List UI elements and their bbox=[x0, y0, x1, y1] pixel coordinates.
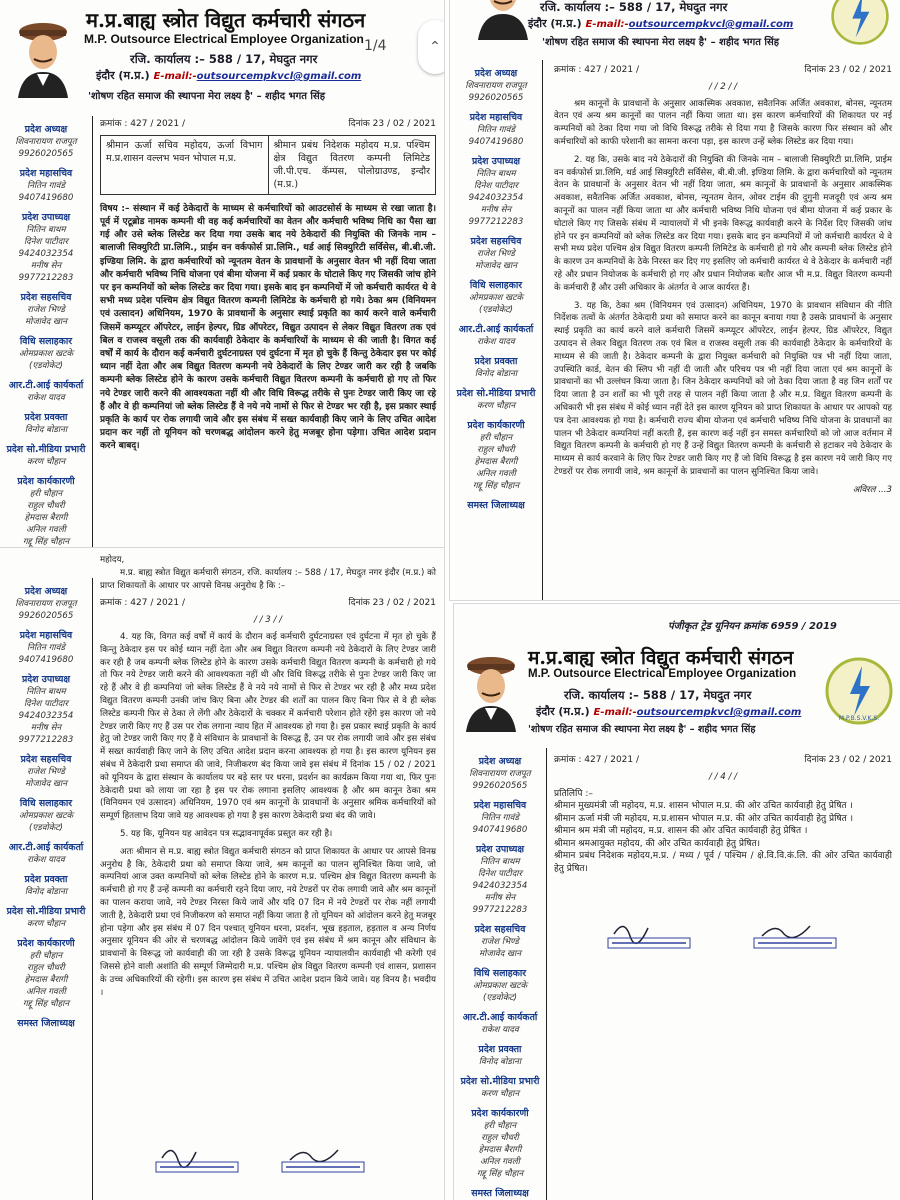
sidebar-member: हेमदास बैरागी bbox=[474, 457, 518, 467]
sidebar-member: मोजावेद खान bbox=[474, 261, 518, 271]
sidebar-role-title: प्रदेश सहसचिव bbox=[470, 236, 522, 247]
sidebar-role-title: प्रदेश उपाध्यक्ष bbox=[21, 674, 71, 685]
sidebar-role-title: विधि सलाहकार bbox=[19, 798, 73, 809]
sidebar-member: नितिन बाथम bbox=[480, 857, 520, 867]
sidebar-member: 9407419680 bbox=[468, 137, 524, 147]
paragraph-5: 5. यह कि, यूनियन यह आवेदन पत्र सद्भावनापूर्वक प्रस्तुत कर रही है। bbox=[120, 828, 333, 839]
sidebar-member: अनिल गवली bbox=[26, 525, 66, 535]
sidebar-role-title: प्रदेश अध्यक्ष bbox=[474, 68, 518, 79]
sidebar-member: 9424032354 bbox=[468, 193, 524, 203]
sidebar-member: हरी चौहान bbox=[479, 433, 513, 443]
sidebar-member: हेमदास बैरागी bbox=[24, 513, 68, 523]
letter-page-3 bbox=[0, 548, 444, 1200]
sidebar-member: ओमप्रकाश खटके bbox=[468, 293, 524, 303]
sidebar-role-title: प्रदेश प्रवक्ता bbox=[24, 412, 68, 423]
sidebar-member: हेमदास बैरागी bbox=[478, 1145, 522, 1155]
sidebar-member: नितिन गावंडे bbox=[480, 813, 520, 823]
ref-line bbox=[554, 754, 892, 767]
sidebar-role-title: प्रदेश महासचिव bbox=[19, 168, 73, 179]
page-marker: / / 4 / / bbox=[709, 771, 737, 782]
sidebar-member: हेमदास बैरागी bbox=[24, 975, 68, 985]
sidebar-role-title: प्रदेश कार्यकारणी bbox=[17, 476, 75, 487]
sidebar-member: गद्दू सिंह चौहान bbox=[22, 999, 70, 1009]
org-name-english: M.P. Outsource Electrical Employee Organization bbox=[84, 32, 364, 46]
sidebar-member: नितिन गावंडे bbox=[26, 643, 66, 653]
ref-line bbox=[100, 118, 436, 131]
sidebar-member: ओमप्रकाश खटके bbox=[18, 811, 74, 821]
sidebar-role-title: आर.टी.आई कार्यकर्ता bbox=[8, 842, 84, 853]
sidebar-role-title: प्रदेश उपाध्यक्ष bbox=[475, 844, 525, 855]
sidebar-role-title: प्रदेश महासचिव bbox=[19, 630, 73, 641]
cc-item: श्रीमान मुख्यमंत्री जी महोदय, म.प्र. शासन भोपाल म.प्र. की ओर उचित कार्यवाही हेतु प्रेषित । bbox=[554, 801, 853, 812]
sidebar-member: शिवनारायण राजपूत bbox=[15, 599, 77, 609]
sidebar-member: 9407419680 bbox=[472, 825, 528, 835]
sidebar-member: (एडवोकेट) bbox=[479, 305, 513, 315]
sidebar-role-title: प्रदेश सहसचिव bbox=[20, 292, 72, 303]
sidebar-member: राहुल चौधरी bbox=[481, 1133, 519, 1143]
sidebar-member: ओमप्रकाश खटके bbox=[472, 981, 528, 991]
sidebar-member: अनिल गवली bbox=[26, 987, 66, 997]
signature-stamp-2 bbox=[750, 914, 840, 952]
office-bearers-sidebar bbox=[0, 578, 93, 1200]
cc-title: प्रतिलिपि :– bbox=[554, 788, 593, 799]
email-link[interactable]: outsourcempkvcl@gmail.com bbox=[196, 71, 362, 82]
sidebar-role-title: विधि सलाहकार bbox=[469, 280, 523, 291]
sidebar-member: करण चौहान bbox=[26, 457, 66, 467]
sidebar-role-title: प्रदेश अध्यक्ष bbox=[24, 124, 68, 135]
sidebar-member: राहुल चौधरी bbox=[477, 445, 515, 455]
signature-stamp-1 bbox=[604, 914, 694, 952]
bhagat-singh-portrait-icon bbox=[460, 652, 522, 732]
sidebar-role-title: प्रदेश प्रवक्ता bbox=[24, 874, 68, 885]
sidebar-member: नितिन बाथम bbox=[26, 687, 66, 697]
sidebar-member: हरी चौहान bbox=[29, 489, 63, 499]
sidebar-member: राकेश यादव bbox=[477, 337, 515, 347]
sidebar-role-title: प्रदेश कार्यकारणी bbox=[467, 420, 525, 431]
addressee-left: श्रीमान ऊर्जा सचिव महोदय, ऊर्जा विभाग म.प्र.शासन वल्लभ भवन भोपाल म.प्र. bbox=[101, 136, 269, 194]
letterhead-partial bbox=[450, 0, 900, 58]
signature-stamp-1 bbox=[152, 1138, 242, 1176]
office-bearers-sidebar bbox=[0, 116, 93, 592]
slogan: 'शोषण रहित समाज की स्थापना मेरा लक्ष्य है' – शहीद भगत सिंह bbox=[528, 724, 756, 735]
signature-stamp-2 bbox=[278, 1138, 368, 1176]
sidebar-role-title: प्रदेश प्रवक्ता bbox=[478, 1044, 522, 1055]
sidebar-member: मनीष सेन bbox=[480, 205, 512, 215]
ref-number: क्रमांक : 427 / 2021 / bbox=[554, 65, 640, 75]
sidebar-role-title: प्रदेश सो.मीडिया प्रभारी bbox=[6, 444, 86, 455]
sidebar-member: अनिल गवली bbox=[476, 469, 516, 479]
sidebar-member: (एडवोकेट) bbox=[29, 823, 63, 833]
email-line bbox=[96, 68, 361, 83]
sidebar-role-title: प्रदेश महासचिव bbox=[469, 112, 523, 123]
sidebar-member: राकेश यादव bbox=[27, 855, 65, 865]
sidebar-role-title: आर.टी.आई कार्यकर्ता bbox=[462, 1012, 538, 1023]
sidebar-member: अनिल गवली bbox=[480, 1157, 520, 1167]
letter-date: दिनांक 23 / 02 / 2021 bbox=[804, 65, 892, 75]
letter-date: दिनांक 23 / 02 / 2021 bbox=[348, 119, 436, 129]
office-bearers-sidebar bbox=[454, 748, 547, 1200]
letter-subject: विषय :– संस्थान में कई ठेकेदारों के माध्यम से कर्मचारियों को आउटसोर्स के माध्यम से रखा जाता है। पूर्व में एटूब्रोड नामक कम्पनी थी वह कई कर्मचारियों का वेतन और कर्मचारी भविष्य निधि का पैसा खा गई और उसे ब्लेक लिस्टेड कर दिया गया उसके बाद नये ठेकेदारों की नियुक्ति की जिनके नाम – बालाजी सिक्युरिटी प्रा.लिमि., प्राईम वन वर्कफोर्स प्रा.लिमि., थर्ड आई सिक्युरिटी सर्विसेस, बी.बी.जी. इण्डिया लिमि. के द्वारा कर्मचारियों को न्यूनतम वेतन के प्रावधानों के अनुसार वेतन भी नहीं दिया जाता और कर्मचारी भविष्य निधि योजना एवं बीमा योजना में कई प्रकार के घोटाले किए गए जिसकी जांच होने पर इन कम्पनियों को ब्लेक लिस्टेड कर दिया गया। इसके बाद इन कम्पनियों में जो कर्मचारी कार्यरत थे वे सभी मध्य प्रदेश पश्चिम क्षेत्र विद्युत वितरण कम्पनी लिमिटेड के कर्मचारी हो गये। ठेका श्रम (विनियमन एवं उत्सादन) अधिनियम, 1970 के प्रावधानों के अनुसार स्थाई प्रकृति का कार्य करने वाले कर्मचारी जिसमें कम्प्यूटर ऑपरेटर, लाईन हेल्पर, ग्रिड ऑपरेटर, विद्युत उत्पादन से लेकर विद्युत वितरण तक एवं बिल व राजस्व वसूली तक की कार्यवाही ठेकेदार के कर्मचारियों के माध्यम से की जाती है। विगत कई वर्षों में कार्य के दौरान कई कर्मचारी दुर्घटनाग्रस्त एवं दुर्घटना में मृत हो चुके हैं किन्तु ठेकेदार इस पर कोई ध्यान नहीं देता और अब विद्युत वितरण कम्पनी नये ठेकेदारों के लिए टेण्डर जारी कर रही है जबकि कम्पनी ब्लेक लिस्टेड होने के कारण उसके कर्मचारी विद्युत वितरण कम्पनी के कर्मचारी हो गए तो फिर नये टेण्डर जारी करने की आवश्यकता नहीं थी और विधि विरूद्ध तरीके से पुनः टेण्डर जारी किए जा रहे हैं और वे ही कम्पनियां जो ब्लेक लिस्टेड हैं वे नये नये नामों से फिर से टेण्डर भर रही है, इस प्रकार स्थाई प्रकृति के कार्य पर रोक लगायी जावे और इस संबंध में सख्त कार्यवाही किए जाने के लिए उचित आदेश प्रदान कर नहीं तो यूनियन को चरणबद्ध आंदोलन करने हेतु मजबूर होना पड़ेगा। उचित आदेश प्रदान करने बाबद्। bbox=[100, 203, 436, 452]
sidebar-member: मनीष सेन bbox=[30, 723, 62, 733]
sidebar-member: मनीष सेन bbox=[30, 261, 62, 271]
sidebar-role-title: प्रदेश उपाध्यक्ष bbox=[471, 156, 521, 167]
sidebar-member: 9977212283 bbox=[18, 735, 74, 745]
page-marker: / / 3 / / bbox=[254, 615, 282, 626]
sidebar-member: विनोद बोडाना bbox=[478, 1057, 522, 1067]
cc-item: श्रीमान श्रमआयुक्त महोदय, की ओर उचित कार्यवाही हेतु प्रेषित। bbox=[554, 838, 761, 849]
slogan: 'शोषण रहित समाज की स्थापना मेरा लक्ष्य है' – शहीद भगत सिंह bbox=[542, 37, 780, 48]
sidebar-member: (एडवोकेट) bbox=[483, 993, 517, 1003]
org-city: इंदौर (म.प्र.) bbox=[536, 705, 590, 718]
intro-paragraph: म.प्र. बाह्य स्त्रोत विद्युत कर्मचारी संगठन, रजि. कार्यालय :– 588 / 17, मेघदुत नगर इंदौर (म.प्र.) को प्राप्त शिकायतों के आधार पर आपसे विनम्र अनुरोध है कि :– bbox=[100, 567, 436, 591]
sidebar-member: शिवनारायण राजपूत bbox=[15, 137, 77, 147]
ref-number: क्रमांक : 427 / 2021 / bbox=[554, 755, 640, 765]
email-link[interactable]: outsourcempkvcl@gmail.com bbox=[628, 19, 794, 30]
sidebar-member: 9926020565 bbox=[18, 149, 74, 159]
sidebar-member: शिवनारायण राजपूत bbox=[469, 769, 531, 779]
org-name-hindi: म.प्र.बाह्य स्त्रोत विद्युत कर्मचारी संगठन bbox=[86, 8, 366, 32]
sidebar-member: राजेश भिण्डे bbox=[477, 249, 515, 259]
paragraph-4: 4. यह कि, विगत कई वर्षों में कार्य के दौरान कई कर्मचारी दुर्घटनाग्रस्त एवं दुर्घटना में मृत हो चुके हैं किन्तु ठेकेदार इस पर कोई ध्यान नहीं देता और अब विद्युत वितरण कम्पनी नये ठेकेदारों के लिए टेण्डर जारी कर रही है जब कम्पनी ब्लेक लिस्टेड होने के कारण उसके कर्मचारी विद्युत वितरण कम्पनी के कर्मचारी हो गये तो फिर नये टेण्डर जारी करने की आवश्यकता नहीं थी और विधि विरूद्ध तरीके से पुनः टेण्डर जारी किए जा रहे हैं और वे ही कम्पनियां जो ब्लेक लिस्टेड हैं वे नये नये नामों से फिर से टेण्डर भर रही है और मध्य प्रदेश विद्युत वितरण कम्पनी उनकी जांच किए बिना और टेण्डर की शर्तों का पालन किए बिना फिर से वे ही ब्लेक लिस्टेड कम्पनी फिर से ठेका ले लेंगी और ठेकेदारों के चक्कर में कर्मचारी परेशान होते रहेंगे इस कारण जो नये टेण्डर जारी किए गए हैं उस पर रोक लगाना न्याय हित में आवश्यक हो गया है। इस प्रकार स्थाई प्रकृति के कार्य हेतु जो टेण्डर जारी किए गए हैं वे संविधान के प्रावधानों के विरूद्ध हैं, उन पर रोक लगायी जावे और इस संबंध में सख्त कार्यवाही किए जाने के लिए उचित आदेश प्रदान करना आवश्यक हो गया है। इस कारण यूनियन इस संबंध में ठेकेदारी प्रथा समाप्त की जावे, निजीकरण बंद किया जावे इस संबंध में दिनांक 15 / 02 / 2021 को यूनियन के द्वारा संस्थान के कार्यालय पर बड़े स्तर पर धरना, प्रदर्शन का कार्यक्रम किया गया था, फिर पुनः ठेकेदारी प्रथा को लाया जा रहा है इस पर रोक लगाना इसलिए आवश्यक है और श्रम कानून ठेका श्रम (विनियमन एवं उत्सादन) अधिनियम, 1970 एवं श्रम कानूनों के प्रावधानों के अनुसार श्रमिक कर्मचारियों को सम्पूर्ण हितलाभ दिया जावे यह आवश्यक हो गया है इस कारण ठेकेदारी प्रथा बंद की जावे। bbox=[100, 631, 436, 822]
sidebar-member: गद्दू सिंह चौहान bbox=[476, 1169, 524, 1179]
bhagat-singh-portrait-icon bbox=[12, 18, 74, 98]
sidebar-member: विनोद बोडाना bbox=[24, 887, 68, 897]
sidebar-role-title: प्रदेश सहसचिव bbox=[474, 924, 526, 935]
office-bearers-sidebar bbox=[450, 60, 543, 600]
org-address: रजि. कार्यालय :– 588 / 17, मेघदुत नगर bbox=[564, 688, 752, 702]
sidebar-member: राहुल चौधरी bbox=[27, 501, 65, 511]
org-address: रजि. कार्यालय :– 588 / 17, मेघदुत नगर bbox=[130, 52, 318, 66]
sidebar-member: दिनेश पाटीदार bbox=[473, 181, 519, 191]
sidebar-role-title: प्रदेश कार्यकारणी bbox=[17, 938, 75, 949]
sidebar-member: राकेश यादव bbox=[27, 393, 65, 403]
sidebar-member: (एडवोकेट) bbox=[29, 361, 63, 371]
addressee-right: श्रीमान प्रबंध निदेशक महोदय म.प्र. पश्चिम क्षेत्र विद्युत वितरण कम्पनी लिमिटेड जी.पी.एच. कॅम्पस, पोलोग्राउण्ड, इन्दौर (म.प्र.) bbox=[273, 139, 430, 190]
sidebar-member: शिवनारायण राजपूत bbox=[465, 81, 527, 91]
email-line bbox=[536, 704, 801, 719]
page-indicator: 1/4 bbox=[364, 38, 387, 54]
sidebar-member: मोजावेद खान bbox=[24, 779, 68, 789]
cc-item: श्रीमान प्रबंध निदेशक महोदय,म.प्र. / मध्य / पूर्व / पश्चिम / क्षे.वि.वि.कं.लि. की ओर उचित कार्यवाही हेतु प्रेषित। bbox=[554, 851, 892, 874]
sidebar-member: नितिन बाथम bbox=[26, 225, 66, 235]
sidebar-member: 9424032354 bbox=[18, 249, 74, 259]
sidebar-member: नितिन गावंडे bbox=[476, 125, 516, 135]
email-line bbox=[528, 16, 793, 31]
sidebar-member: मोजावेद खान bbox=[478, 949, 522, 959]
letterhead bbox=[454, 626, 900, 744]
sidebar-role-title: समस्त जिलाध्यक्ष bbox=[467, 500, 525, 511]
email-label: E-mail:- bbox=[593, 707, 637, 718]
sidebar-member: मनीष सेन bbox=[484, 893, 516, 903]
sidebar-member: 9926020565 bbox=[472, 781, 528, 791]
org-name-hindi: म.प्र.बाह्य स्त्रोत विद्युत कर्मचारी संगठन bbox=[528, 647, 794, 669]
sidebar-member: गद्दू सिंह चौहान bbox=[472, 481, 520, 491]
scroll-control[interactable] bbox=[418, 20, 444, 74]
sidebar-member: दिनेश पाटीदार bbox=[23, 699, 69, 709]
sidebar-member: करण चौहान bbox=[476, 401, 516, 411]
union-logo-icon bbox=[824, 656, 894, 726]
sidebar-member: हरी चौहान bbox=[29, 951, 63, 961]
continued-note: अविरल ...3 bbox=[852, 484, 892, 495]
paragraph-6: अतः श्रीमान से म.प्र. बाह्य स्त्रोत विद्युत कर्मचारी संगठन को प्राप्त शिकायत के आधार पर आपसे विनम्र अनुरोध है कि, ठेकेदारी प्रथा को समाप्त किया जावे, श्रम कानूनों का पालन सुनिश्चित किया जावे, जो कम्पनियां आज उक्त कम्पनियों को ब्लेक लिस्टेड होने के कारण म.प्र. पश्चिम क्षेत्र विद्युत वितरण कम्पनी के कर्मचारी हो गए हैं उन्हें कम्पनी का कर्मचारी रहने दिया जाए, नये टेण्डरों पर रोक लगायी जावे और श्रम कानूनों का पालन कराया जावे, नये टेण्डर निरस्त किये जावें और यदि 07 दिन में नये टेण्डरों पर रोक नहीं लगायी जाती है, ठेकेदारी प्रथा एवं निजीकरण को समाप्त नहीं किया जाता है तो यूनियन को आंदोलन करने हेतु मजबूर होना पड़ेगा और इस संबंध में 07 दिन पश्चात् यूनियन धरना, प्रदर्शन, भूख हड़ताल, हड़ताल व अन्य निर्णय अनुसार यूनियन की ओर से चरणबद्ध आंदोलन किये जावेंगे एवं इस संबंध में श्रम कानून और संविधान के प्रावधानों के विरूद्ध जो कार्यवाही की जा रही है उसके विरूद्ध यूनियन न्यायालयीन कार्यवाही भी करेगी एवं जिससे होने वाली अशांति की सम्पूर्ण जिम्मेदारी म.प्र. पश्चिम क्षेत्र विद्युत वितरण कम्पनी एवं शासन, प्रशासन के उच्च अधिकारियों की रहेगी। इस कारण इस संबंध में उचित आदेश प्रदान किये जावे। यह विनय है। भवदीय । bbox=[100, 846, 436, 998]
sidebar-role-title: विधि सलाहकार bbox=[19, 336, 73, 347]
sidebar-role-title: समस्त जिलाध्यक्ष bbox=[471, 1188, 529, 1199]
paragraph-3: 3. यह कि, ठेका श्रम (विनियमन एवं उत्सादन) अधिनियम, 1970 के प्रावधान संविधान की नीति निर्देशक तत्वों के अंतर्गत ठेकेदारी प्रथा को समाप्त करने का कानून बनाया गया है उसके प्रावधानों के अनुसार स्थाई प्रकृति का कार्य करने वाले कर्मचारी जिसमें कम्प्यूटर ऑपरेटर, लाईन हेल्पर, ग्रिड ऑपरेटर, विद्युत उत्पादन से लेकर विद्युत वितरण तक एवं बिल व राजस्व वसूली तक की कार्यवाही ठेकेदार के कर्मचारियों के माध्यम से की जाती है। ठेकेदार कम्पनी के द्वारा नियुक्त कर्मचारी को नियुक्ति पत्र भी नहीं दिया जाता, उपस्थिति कार्ड, वेतन की स्लिप भी नहीं दी जाती और परिचय पत्र भी नहीं दिया जाता एवं श्रम कानूनों के प्रावधानों का भी उल्लंघन किया जाता है। जिन ठेकेदार कम्पनियों को जो ठेका दिया जाता है वह जिन शर्तों पर दिया जाता है उन शर्तों का भी पूरी तरह से पालन नहीं किया जाता है और म.प्र. विद्युत वितरण कम्पनी के अधिकारी भी इस संबंध में कोई ध्यान नहीं देते इस कारण यूनियन को प्राप्त शिकायत के आधार पर आपको यह पत्र देना आवश्यक हो गया है। कर्मचारी राज्य बीमा योजना एवं कर्मचारी भविष्य निधि योजना के प्रावधानों का पालन भी ठेकेदार कम्पनियां नहीं करती हैं, इस कारण कई नहीं इन समस्त कर्मचारियों को जो आज वर्तमान में विद्युत वितरण कम्पनी के कर्मचारी हो गए हैं उन्हें विद्युत वितरण कम्पनी के कर्मचारी से हटाकर नये ठेकेदार के माध्यम से कार्य करवाने के लिए फिर टेण्डर जारी किए गए हैं जो विधि विरूद्ध है इस कारण नये जारी किए गए टेण्डरों पर रोक लगायी जावे, श्रम कानूनों के प्रावधानों का पालन सुनिश्चित किया जावे। bbox=[554, 300, 892, 477]
letter-body-page-1 bbox=[100, 118, 436, 454]
sidebar-member: नितिन बाथम bbox=[476, 169, 516, 179]
sidebar-role-title: प्रदेश महासचिव bbox=[473, 800, 527, 811]
letterhead bbox=[0, 0, 444, 118]
sidebar-member: मोजावेद खान bbox=[24, 317, 68, 327]
letter-page-4 bbox=[454, 604, 900, 1200]
sidebar-member: गद्दू सिंह चौहान bbox=[22, 537, 70, 547]
paragraph-1: श्रम कानूनों के प्रावधानों के अनुसार आकस्मिक अवकाश, सवैतनिक अर्जित अवकाश, बोनस, न्यूनतम वेतन एवं अन्य श्रम कानूनों का पालन नहीं किया जाता था। इस कारण कर्मचारियों की शिकायत पर नई कम्पनियों को ठेका दिया गया जो विधि विरूद्ध तरीके से दिया गया है जिसके कारण फिर संस्थान को और कर्मचारियों को काफी परेशानी का सामना करना पड़ा, इस कारण उन्हें ब्लेक लिस्टेड कर दिया गया। bbox=[554, 98, 892, 147]
slogan: 'शोषण रहित समाज की स्थापना मेरा लक्ष्य है' – शहीद भगत सिंह bbox=[88, 91, 326, 102]
ref-number: क्रमांक : 427 / 2021 / bbox=[100, 119, 186, 129]
org-address: रजि. कार्यालय :– 588 / 17, मेघदुत नगर bbox=[540, 0, 728, 14]
sidebar-member: विनोद बोडाना bbox=[474, 369, 518, 379]
letter-body-page-3 bbox=[100, 554, 436, 1004]
letter-body-page-4 bbox=[554, 754, 892, 875]
sidebar-role-title: प्रदेश अध्यक्ष bbox=[478, 756, 522, 767]
sidebar-member: 9977212283 bbox=[18, 273, 74, 283]
sidebar-role-title: प्रदेश सो.मीडिया प्रभारी bbox=[6, 906, 86, 917]
email-label: E-mail:- bbox=[585, 19, 629, 30]
cc-item: श्रीमान ऊर्जा मंत्री जी महोदय, म.प्र.शासन भोपाल म.प्र. की ओर उचित कार्यवाही हेतु प्रेषित । bbox=[554, 813, 854, 824]
cc-item: श्रीमान श्रम मंत्री जी महोदय, म.प्र. शासन की ओर उचित कार्यवाही हेतु प्रेषित । bbox=[554, 826, 808, 837]
email-label: E-mail:- bbox=[153, 71, 197, 82]
sidebar-member: करण चौहान bbox=[480, 1089, 520, 1099]
union-logo-icon bbox=[830, 0, 890, 46]
letter-page-2 bbox=[450, 0, 900, 600]
chevron-up-icon: ⌃ bbox=[429, 39, 441, 55]
sidebar-role-title: प्रदेश प्रवक्ता bbox=[474, 356, 518, 367]
sidebar-role-title: आर.टी.आई कार्यकर्ता bbox=[8, 380, 84, 391]
sidebar-member: राजेश भिण्डे bbox=[481, 937, 519, 947]
sidebar-member: 9424032354 bbox=[472, 881, 528, 891]
ref-line bbox=[554, 64, 892, 77]
sidebar-role-title: प्रदेश उपाध्यक्ष bbox=[21, 212, 71, 223]
sidebar-member: 9977212283 bbox=[468, 217, 524, 227]
letter-date: दिनांक 23 / 02 / 2021 bbox=[804, 755, 892, 765]
org-city: इंदौर (म.प्र.) bbox=[528, 17, 582, 30]
sidebar-member: 9424032354 bbox=[18, 711, 74, 721]
sidebar-role-title: प्रदेश अध्यक्ष bbox=[24, 586, 68, 597]
union-registration: पंजीकृत ट्रेड यूनियन क्रमांक 6959 / 2019 bbox=[668, 621, 837, 632]
sidebar-role-title: प्रदेश कार्यकारणी bbox=[471, 1108, 529, 1119]
greeting: महोदय, bbox=[100, 555, 125, 565]
sidebar-member: राजेश भिण्डे bbox=[27, 305, 65, 315]
email-link[interactable]: outsourcempkvcl@gmail.com bbox=[636, 707, 802, 718]
sidebar-role-title: प्रदेश सो.मीडिया प्रभारी bbox=[460, 1076, 540, 1087]
sidebar-member: राहुल चौधरी bbox=[27, 963, 65, 973]
letter-page-1 bbox=[0, 0, 444, 592]
sidebar-member: विनोद बोडाना bbox=[24, 425, 68, 435]
ref-line bbox=[100, 597, 436, 610]
sidebar-member: दिनेश पाटीदार bbox=[23, 237, 69, 247]
sidebar-role-title: आर.टी.आई कार्यकर्ता bbox=[458, 324, 534, 335]
sidebar-member: 9407419680 bbox=[18, 655, 74, 665]
paragraph-2: 2. यह कि, उसके बाद नये ठेकेदारों की नियुक्ति की जिनके नाम – बालाजी सिक्युरिटी प्रा.लिमि, प्राईम वन वर्कफोर्स प्रा.लिमि, थर्ड आई सिक्युरिटी सर्विसेस, बी.बी.जी. इण्डिया लिमि. के द्वारा कर्मचारियों को न्यूनतम वेतन के प्रावधानों के अनुसार वेतन भी नहीं दिया जाता, श्रम कानूनों के प्रावधानों के अनुसार आकस्मिक अवकाश, सवैतनिक अर्जित अवकाश, बोनस, न्यूनतम वेतन, ओवर टाईम की दुगुनी मजदूरी एवं अन्य श्रम कानूनों का पालन नहीं किया जाता था और कर्मचारी भविष्य निधि योजना एवं बीमा योजना में कई प्रकार के घोटाले किए गए जिसके संबंध में न्यायालयों में भी इनके विरूद्ध कार्यवाही करने के निर्देश दिए जिसकी जांच होने पर इन कम्पनियों को ब्लेक लिस्टेड कर दिया गया। इसके बाद इन कम्पनियों में जो कर्मचारी कार्यरत थे वे सभी मध्य प्रदेश पश्चिम क्षेत्र विद्युत वितरण कम्पनी लिमिटेड के कर्मचारी हो गये और कम्पनी ब्लेक लिस्टेड होने के कारण उन कम्पनियों के ठेके निरस्त कर दिए गए इसलिए जो कर्मचारी कार्यरत थे वे ठेकेदार के कर्मचारी नहीं रहे और प्रधान नियोजक के कर्मचारी हो गए और प्रधान नियोजक बतौर आज भी म.प्र. विद्युत वितरण कम्पनी के कर्मचारी हैं और उसी अधिकार के अंतर्गत वे आज कार्यरत हैं। bbox=[554, 154, 892, 293]
sidebar-role-title: प्रदेश सहसचिव bbox=[20, 754, 72, 765]
addressee-box bbox=[100, 135, 436, 195]
sidebar-member: हरी चौहान bbox=[483, 1121, 517, 1131]
sidebar-member: नितिन गावंडे bbox=[26, 181, 66, 191]
letter-body-page-2 bbox=[554, 64, 892, 497]
org-city: इंदौर (म.प्र.) bbox=[96, 69, 150, 82]
sidebar-member: 9926020565 bbox=[18, 611, 74, 621]
sidebar-member: ओमप्रकाश खटके bbox=[18, 349, 74, 359]
letter-date: दिनांक 23 / 02 / 2021 bbox=[348, 598, 436, 609]
org-name-english: M.P. Outsource Electrical Employee Organization bbox=[528, 668, 797, 680]
logo-text: M.P.B.S.V.K.S. bbox=[838, 715, 880, 722]
sidebar-member: 9926020565 bbox=[468, 93, 524, 103]
sidebar-role-title: प्रदेश सो.मीडिया प्रभारी bbox=[456, 388, 536, 399]
sidebar-member: राजेश भिण्डे bbox=[27, 767, 65, 777]
page-1-tail bbox=[100, 554, 436, 592]
sidebar-role-title: समस्त जिलाध्यक्ष bbox=[17, 1018, 75, 1029]
bhagat-singh-portrait-icon bbox=[472, 0, 534, 40]
sidebar-member: 9407419680 bbox=[18, 193, 74, 203]
sidebar-member: दिनेश पाटीदार bbox=[477, 869, 523, 879]
page-marker: / / 2 / / bbox=[709, 81, 737, 92]
sidebar-role-title: विधि सलाहकार bbox=[473, 968, 527, 979]
sidebar-member: राकेश यादव bbox=[481, 1025, 519, 1035]
ref-number: क्रमांक : 427 / 2021 / bbox=[100, 598, 186, 609]
sidebar-member: 9977212283 bbox=[472, 905, 528, 915]
sidebar-member: करण चौहान bbox=[26, 919, 66, 929]
